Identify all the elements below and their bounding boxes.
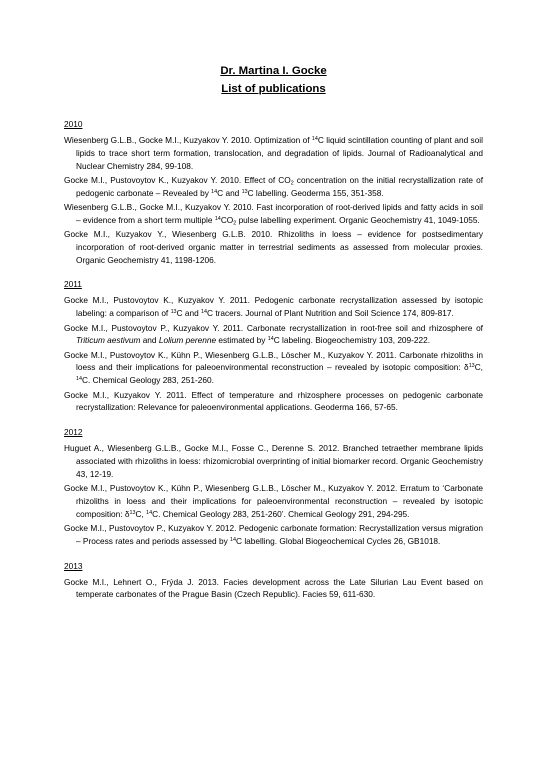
- publication-list: [64, 118, 483, 601]
- publication-entry: Gocke M.I., Pustovoytov K., Kuzyakov Y. 2010. Effect of $CO_2$ concentration on the initial recrystallization rate of pedogenic carbonate – Revealed by $^{14}$C and $^{13}$C labelling. Geoderma 155, 351-358.: [64, 174, 483, 198]
- year-heading: 2010: [64, 119, 83, 129]
- publication-entry: Gocke M.I., Pustovoytov K., Kühn P., Wiesenberg G.L.B., Löscher M., Kuzyakov Y. 2012. Erratum to ‘Carbonate rhizoliths in loess and their implications for paleoenvironmental reconstruction – revealed by isotopic composition: $\delta^{13}C$, $^{14}$C. Chemical Geology 283, 251-260’. Chemical Geology 291, 294-295.: [64, 483, 483, 519]
- publication-entry: Wiesenberg G.L.B., Gocke M.I., Kuzyakov Y. 2010. Optimization of $^{14}$C liquid scintillation counting of plant and soil lipids to trace short term formation, translocation, and degradation of lipids. Journal of Radioanalytical and Nuclear Chemistry 284, 99-108.: [64, 135, 483, 171]
- publication-entry: Gocke M.I., Pustovoytov P., Kuzyakov Y. 2012. Pedogenic carbonate formation: Recrystallization versus migration – Process rates and periods assessed by $^{14}$C labelling. Global Biogeochemical Cycles 26, GB1018.: [64, 522, 483, 546]
- publication-entry: Gocke M.I., Pustovoytov K., Kühn P., Wiesenberg G.L.B., Löscher M., Kuzyakov Y. 2011. Carbonate rhizoliths in loess and their implications for paleoenvironmental reconstruction – revealed by isotopic composition: $\delta^{13}C$, $^{14}$C. Chemical Geology 283, 251-260.: [64, 349, 483, 386]
- document-title: List of publications: [221, 83, 326, 95]
- publication-entry: Gocke M.I., Pustovoytov K., Kuzyakov Y. 2011. Pedogenic carbonate recrystallization assessed by isotopic labeling: a comparison of $^{13}$C and $^{14}$C tracers. Journal of Plant Nutrition and Soil Science 174, 809-817.: [64, 295, 483, 319]
- year-section: [64, 560, 483, 602]
- year-heading: 2012: [64, 427, 83, 438]
- year-heading: 2011: [64, 279, 82, 290]
- publication-entry: Gocke M.I., Lehnert O., Frýda J. 2013. Facies development across the Late Silurian Lau Event based on temperate carbonates of the Prague Basin (Czech Republic). Facies 59, 611-630.: [64, 576, 483, 600]
- year-section: [64, 278, 483, 414]
- publication-entry: Gocke M.I., Kuzyakov Y., Wiesenberg G.L.B. 2010. Rhizoliths in loess – evidence for postsedimentary incorporation of root-derived organic matter in terrestrial sediments as assessed from molecular proxies. Organic Geochemistry 41, 1198-1206.: [64, 229, 483, 265]
- publication-entry: Gocke M.I., Pustovoytov P., Kuzyakov Y. 2011. Carbonate recrystallization in root-free soil and rhizosphere of Triticum aestivum and Lolium perenne estimated by $^{14}$C labeling. Biogeochemistry 103, 209-222.: [64, 322, 483, 346]
- publication-entry: Gocke M.I., Kuzyakov Y. 2011. Effect of temperature and rhizosphere processes on pedogenic carbonate recrystallization: Relevance for paleoenvironmental applications. Geoderma 166, 57-65.: [64, 389, 483, 413]
- document-header: [64, 62, 483, 98]
- publication-entry: Huguet A., Wiesenberg G.L.B., Gocke M.I., Fosse C., Derenne S. 2012. Branched tetraether membrane lipids associated with rhizoliths in loess: rhizomicrobial overprinting of initial biomarker record. Organic Geochemistry 43, 12-19.: [64, 443, 483, 479]
- year-section: [64, 426, 483, 547]
- author-name: Dr. Martina I. Gocke: [220, 65, 327, 77]
- year-heading: 2013: [64, 560, 83, 571]
- year-section: [64, 118, 483, 266]
- publication-entry: Wiesenberg G.L.B., Gocke M.I., Kuzyakov Y. 2010. Fast incorporation of root-derived lipids and fatty acids in soil – evidence from a short term multiple $^{14}CO_2$ pulse labelling experiment. Organic Geochemistry 41, 1049-1055.: [64, 201, 483, 227]
